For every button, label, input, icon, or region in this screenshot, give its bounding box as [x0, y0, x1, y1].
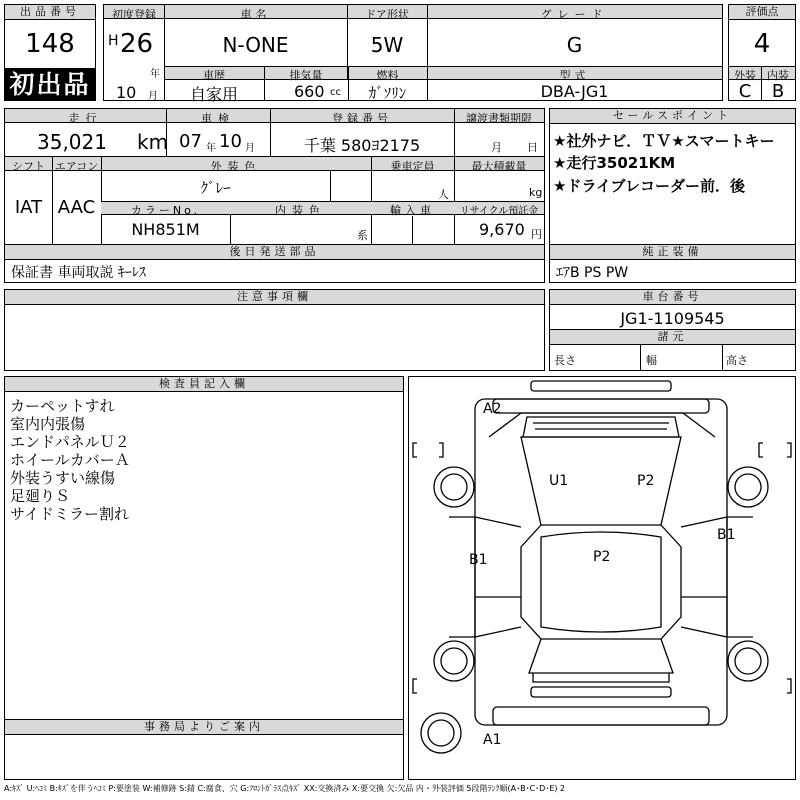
height-label: 高さ: [726, 354, 748, 367]
later-parts-header: 後日発送部品: [5, 245, 544, 260]
interior-header: 内装: [767, 69, 789, 82]
damage-mark-b1-right: B1: [717, 527, 736, 543]
chassis-number: JG1-1109545: [620, 309, 725, 328]
inspector-box: [4, 376, 404, 780]
plate-header: 登録番号: [332, 112, 392, 125]
transfer-header: 譲渡書類期限: [466, 112, 532, 125]
era-mark: H: [108, 33, 119, 49]
inspector-note-3: エンドパネルＵ２: [10, 433, 130, 451]
damage-mark-u1: U1: [549, 473, 569, 489]
first-reg-header: 初度登録: [112, 8, 156, 21]
first-listing-badge: 初出品: [5, 68, 95, 101]
int-color-unit: 系: [357, 229, 368, 242]
inspection-header: 車検: [201, 112, 235, 125]
recycle-header: リサイクル預託金: [459, 206, 539, 217]
fuel-header: 燃料: [376, 69, 399, 82]
car-diagram: [408, 376, 796, 780]
vehicle-history: 自家用: [189, 85, 238, 104]
vehicle-info-box: [103, 4, 723, 104]
exterior-score: C: [738, 81, 752, 102]
max-load-header: 最大積載量: [471, 160, 527, 173]
color-no-header: カラーNo.: [130, 204, 201, 217]
model-code: DBA-JG1: [540, 82, 609, 101]
first-reg-year: 26: [120, 29, 154, 59]
interior-score: B: [771, 81, 785, 102]
fuel-type: ｶﾞｿﾘﾝ: [368, 84, 407, 102]
displacement-unit: cc: [330, 87, 341, 98]
score-box: [728, 4, 796, 101]
capacity-unit: 人: [438, 188, 449, 201]
registration-plate: 千葉 580ﾖ2175: [303, 136, 421, 155]
inspection-year-unit: 年: [206, 143, 216, 154]
reg-month: 10: [116, 83, 137, 102]
genuine-equipment: ｴｱB PS PW: [556, 265, 629, 281]
genuine-header: 純正装備: [550, 245, 795, 260]
sales-points-box: [549, 108, 796, 283]
inspector-note-2: 室内内張傷: [10, 415, 86, 433]
lot-number: 148: [25, 29, 75, 59]
exterior-header: 外装: [734, 69, 756, 82]
reg-month-unit: 月: [148, 91, 158, 102]
door-header: ドア形状: [365, 8, 409, 21]
sales-point-3: ★ドライブレコーダー前．後: [553, 177, 745, 195]
ext-color-header: 外装色: [210, 160, 262, 173]
inspection-year: 07: [179, 131, 202, 152]
grade: G: [566, 33, 583, 57]
inspector-header: 検査員記入欄: [5, 377, 403, 392]
damage-mark-p2-cabin: P2: [593, 549, 611, 565]
later-parts: 保証書 車両取説 ｷｰﾚｽ: [11, 265, 146, 281]
length-label: 長さ: [554, 354, 576, 367]
transfer-day-unit: 日: [527, 141, 538, 154]
dimensions-header: 諸元: [550, 330, 795, 345]
inspection-month-unit: 月: [245, 143, 255, 154]
chassis-header: 車台番号: [550, 290, 795, 305]
inspector-note-6: 足廻りＳ: [10, 487, 71, 505]
door-type: 5W: [370, 33, 404, 57]
shift-header: シフト: [12, 160, 45, 173]
recycle-fee: 9,670: [479, 220, 525, 239]
score-header: 評価点: [729, 5, 795, 20]
chassis-box: [549, 289, 796, 371]
caution-header: 注意事項欄: [5, 290, 544, 305]
int-color-header: 内装色: [275, 204, 326, 217]
inspector-note-5: 外装うすい線傷: [10, 469, 116, 487]
color-number: NH851M: [131, 220, 200, 239]
sales-points-header: セールスポイント: [550, 109, 795, 124]
overall-score: 4: [753, 29, 771, 59]
office-header: 事務局よりご案内: [5, 720, 403, 735]
inspector-note-1: カーペットすれ: [10, 397, 115, 415]
displacement-header: 排気量: [289, 69, 323, 82]
sales-point-1: ★社外ナビ．ＴＶ★スマートキー: [553, 132, 775, 150]
recycle-unit: 円: [531, 228, 542, 241]
inspector-note-4: ホイールカバーＡ: [10, 451, 130, 469]
history-header: 車歴: [203, 69, 225, 82]
sales-point-2: ★走行35021KM: [553, 154, 676, 172]
ac-header: エアコン: [54, 160, 99, 173]
exterior-color: ｸﾞﾚｰ: [200, 179, 231, 197]
grade-header: グレード: [540, 8, 609, 21]
year-unit: 年: [150, 69, 160, 80]
caution-box: [4, 289, 545, 371]
displacement: 660: [294, 82, 325, 101]
transfer-month-unit: 月: [491, 141, 502, 154]
mileage: 35,021: [37, 130, 107, 154]
shift-type: IAT: [14, 197, 43, 218]
model-header: 型式: [559, 69, 590, 82]
capacity-header: 乗車定員: [390, 160, 435, 173]
mileage-header: 走行: [68, 112, 103, 125]
damage-mark-p2-roof: P2: [637, 473, 655, 489]
damage-mark-b1-left: B1: [469, 552, 488, 568]
mileage-unit: km: [137, 130, 169, 154]
car-name-header: 車名: [240, 8, 271, 21]
legend: A:ｷｽﾞ U:ﾍｺﾐ B:ｷｽﾞを伴うﾍｺﾐ P:要塗装 W:補修跡 S:錆 C:腐食、穴 G:ﾌﾛﾝﾄｶﾞﾗｽ点ｷｽﾞ XX:交換済み X:要交換 欠:欠品 内・外装評価 5段階ﾗﾝｸ順(A･B･C･D･E) 2: [4, 784, 566, 793]
damage-mark-a2: A2: [483, 401, 502, 417]
lot-number-box: [4, 4, 96, 101]
max-load-unit: kg: [529, 186, 543, 199]
damage-mark-a1: A1: [483, 732, 502, 748]
details-box: [4, 108, 545, 283]
inspection-month: 10: [219, 131, 242, 152]
import-header: 輸入車: [390, 204, 435, 217]
ac-type: AAC: [57, 197, 96, 218]
lot-number-header: 出品番号: [5, 5, 95, 20]
width-label: 幅: [646, 354, 657, 367]
inspector-note-7: サイドミラー割れ: [10, 505, 129, 523]
car-name: N-ONE: [222, 33, 289, 57]
car-outline-icon: [409, 377, 795, 779]
